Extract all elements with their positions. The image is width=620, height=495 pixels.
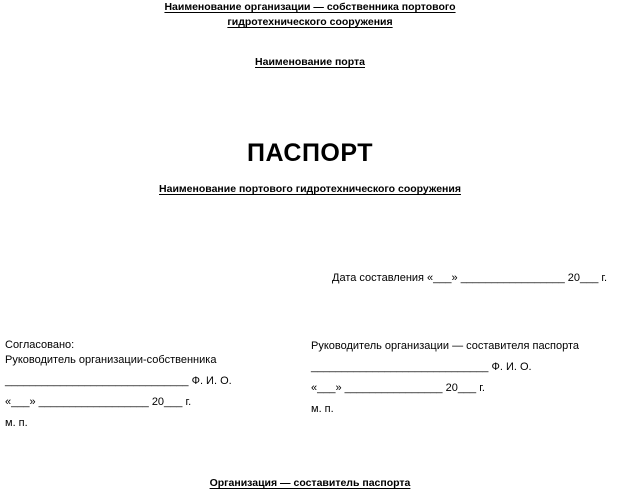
owner-org-line-1: Наименование организации — собственника портового: [164, 1, 456, 13]
document-title: ПАСПОРТ: [247, 139, 373, 167]
compiler-date-line: «___» ________________ 20___ г.: [311, 382, 485, 394]
owner-org-line-2: гидротехнического сооружения: [227, 16, 393, 28]
compilation-date: Дата составления «___» _________________ 20___ г.: [332, 272, 608, 284]
owner-date-line: «___» __________________ 20___ г.: [5, 396, 192, 408]
compiler-stamp-label: м. п.: [311, 403, 334, 415]
compiler-organization: Организация — составитель паспорта: [209, 477, 411, 489]
owner-stamp-label: м. п.: [5, 417, 28, 429]
compiler-head-label: Руководитель организации — составителя паспорта: [311, 340, 580, 352]
structure-name: Наименование портового гидротехнического сооружения: [159, 183, 461, 195]
agreed-label: Согласовано:: [5, 339, 75, 351]
owner-head-label: Руководитель организации-собственника: [5, 354, 217, 366]
compiler-signature-line: _____________________________ Ф. И. О.: [311, 361, 532, 373]
owner-signature-line: ______________________________ Ф. И. О.: [5, 375, 232, 387]
port-name: Наименование порта: [255, 56, 365, 68]
